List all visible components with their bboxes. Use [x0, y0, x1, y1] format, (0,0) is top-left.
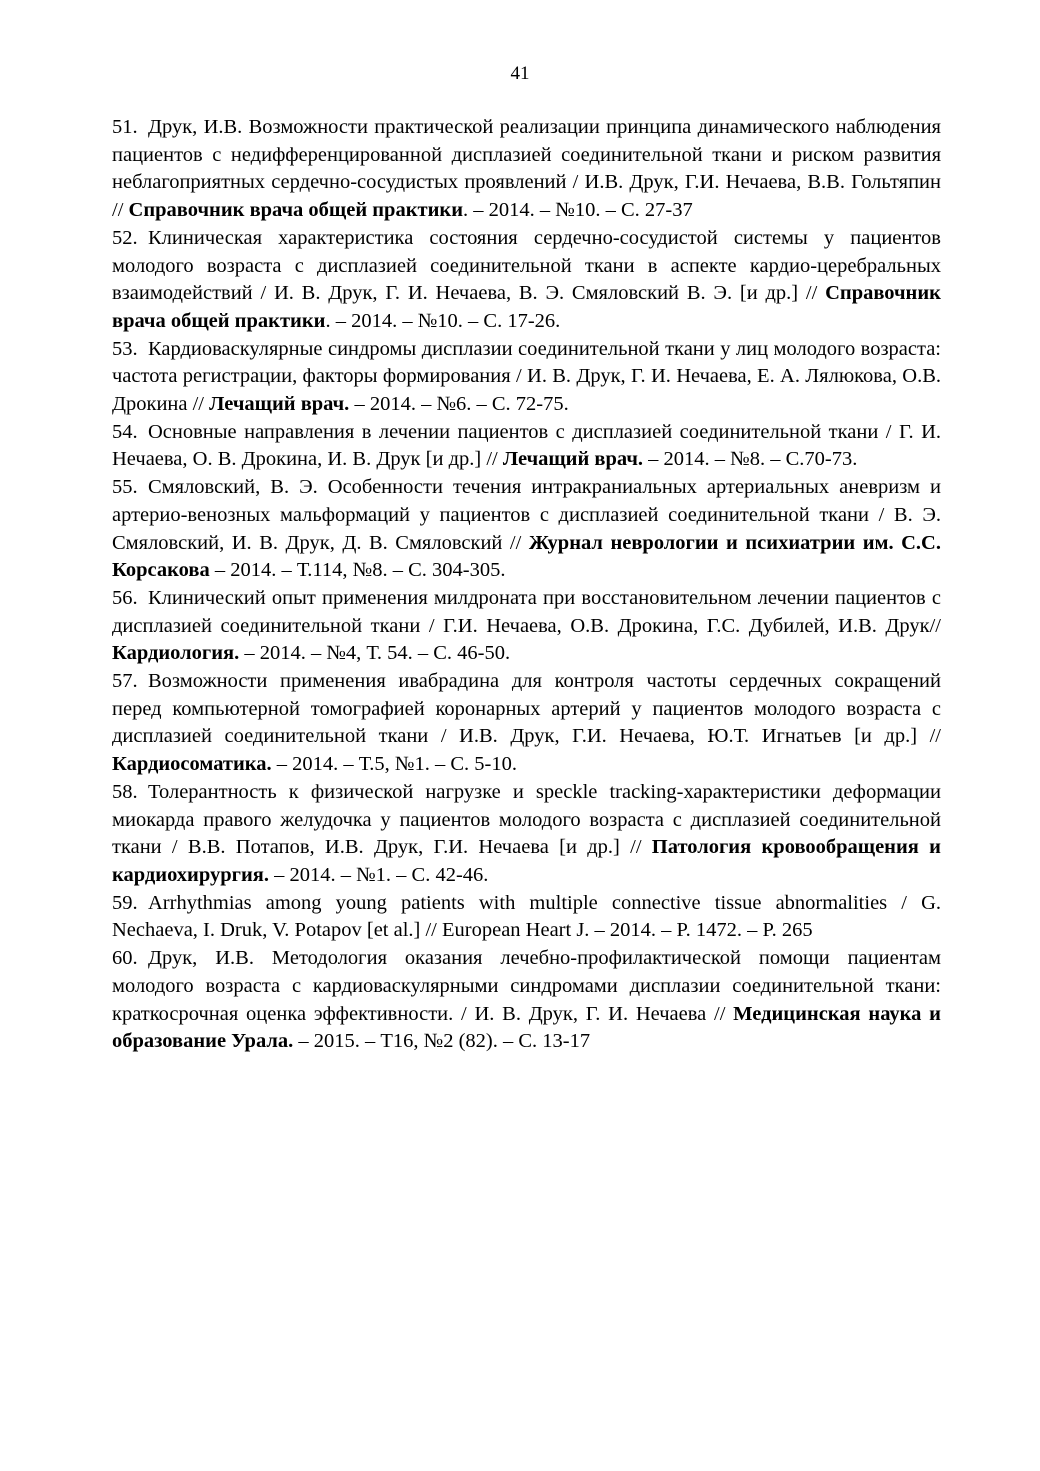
- reference-journal: Справочник врача общей практики: [128, 199, 464, 222]
- reference-number: 59.: [112, 891, 138, 914]
- reference-journal: Справочник врача общей практики: [112, 282, 941, 332]
- reference-details: – 2015. – Т16, №2 (82). – С. 13-17: [293, 1030, 591, 1053]
- reference-number: 58.: [112, 780, 138, 803]
- reference-text: Клинический опыт применения милдроната при восстановительном лечении пациентов с дисплазией соединительной ткани / Г.И. Нечаева, О.В. Дрокина, Г.С. Дубилей, И.В. Друк//: [112, 586, 941, 637]
- reference-number: 60.: [112, 947, 138, 970]
- reference-number: 55.: [112, 476, 138, 499]
- reference-text: Друк, И.В. Возможности практической реализации принципа динамического наблюдения пациентов с недифференцированной дисплазией соединительной ткани и риском развития неблагоприятных сердечно-сосудистых проявлений / И.В. Друк, Г.И. Нечаева, В.В. Гольтяпин //: [112, 116, 941, 222]
- page-number: 41: [510, 63, 530, 84]
- reference-journal: Кардиосоматика.: [112, 753, 272, 776]
- reference-item: [112, 419, 941, 474]
- reference-details: . – 2014. – №10. – С. 17-26.: [325, 309, 561, 332]
- reference-number: 56.: [112, 586, 138, 609]
- reference-journal: Журнал неврологии и психиатрии им. С.С. Корсакова: [112, 531, 941, 582]
- reference-details: – 2014. – Т.5, №1. – С. 5-10.: [271, 753, 517, 776]
- reference-text: Клиническая характеристика состояния сердечно-сосудистой системы у пациентов молодого возраста с дисплазией соединительной ткани в аспекте кардио-церебральных взаимодействий / И. В. Друк, Г. И. Нечаева, В. Э. Смяловский В. Э. [и др.] //: [112, 226, 941, 305]
- reference-number: 57.: [112, 670, 138, 693]
- reference-item: [112, 225, 941, 336]
- reference-item: [112, 945, 941, 1056]
- reference-item: [112, 668, 941, 779]
- reference-text: Друк, И.В. Методология оказания лечебно-профилактической помощи пациентам молодого возраста с кардиоваскулярными синдромами дисплазии соединительной ткани: краткосрочная оценка эффективности. / И. В. Друк, Г. И. Нечаева //: [112, 947, 941, 1025]
- reference-item: [112, 890, 941, 945]
- reference-item: [112, 336, 941, 419]
- reference-number: 52.: [112, 226, 138, 249]
- reference-text: Основные направления в лечении пациентов с дисплазией соединительной ткани / Г. И. Нечаева, О. В. Дрокина, И. В. Друк [и др.] //: [112, 420, 941, 471]
- reference-journal: Кардиология.: [112, 642, 240, 665]
- reference-list: [112, 114, 941, 1056]
- reference-text: Толерантность к физической нагрузке и speckle tracking-характеристики деформации миокарда правого желудочка у пациентов молодого возраста с дисплазией соединительной ткани / В.В. Потапов, И.В. Друк, Г.И. Нечаева [и др.] //: [112, 780, 941, 859]
- reference-text: Кардиоваскулярные синдромы дисплазии соединительной ткани у лиц молодого возраста: частота регистрации, факторы формирования / И. В. Друк, Г. И. Нечаева, Е. А. Лялюкова, О.В. Дрокина //: [112, 337, 941, 416]
- reference-details: – 2014. – №1. – С. 42-46.: [268, 863, 489, 886]
- reference-details: – 2014. – №6. – С. 72-75.: [349, 393, 569, 416]
- reference-text: Возможности применения ивабрадина для контроля частоты сердечных сокращений перед компьютерной томографией коронарных артерий у пациентов молодого возраста с дисплазией соединительной ткани / И.В. Друк, Г.И. Нечаева, Ю.Т. Игнатьев [и др.] //: [112, 670, 941, 748]
- reference-journal: Медицинская наука и образование Урала.: [112, 1002, 941, 1053]
- reference-details: – 2014. – Т.114, №8. – С. 304-305.: [209, 559, 506, 582]
- reference-number: 53.: [112, 337, 138, 360]
- reference-number: 51.: [112, 116, 138, 138]
- reference-details: . – 2014. – №10. – С. 27-37: [463, 199, 693, 222]
- reference-text: Arrhythmias among young patients with multiple connective tissue abnormalities / G. Nechaeva, I. Druk, V. Potapov [et al.] // European Heart J. – 2014. – P. 1472. – P. 265: [112, 891, 941, 942]
- reference-item: [112, 585, 941, 668]
- reference-journal: Лечащий врач.: [502, 448, 644, 471]
- reference-journal: Лечащий врач.: [209, 393, 350, 416]
- reference-details: – 2014. – №4, Т. 54. – С. 46-50.: [239, 642, 511, 665]
- reference-item: [112, 474, 941, 585]
- reference-text: Смяловский, В. Э. Особенности течения интракраниальных артериальных аневризм и артерио-венозных мальформаций у пациентов с дисплазией соединительной ткани / В. Э. Смяловский, И. В. Друк, Д. В. Смяловский //: [112, 476, 941, 554]
- reference-item: [112, 114, 941, 225]
- reference-item: [112, 779, 941, 890]
- reference-details: – 2014. – №8. – С.70-73.: [643, 448, 858, 471]
- reference-journal: Патология кровообращения и кардиохирургия.: [112, 836, 941, 886]
- reference-number: 54.: [112, 420, 138, 443]
